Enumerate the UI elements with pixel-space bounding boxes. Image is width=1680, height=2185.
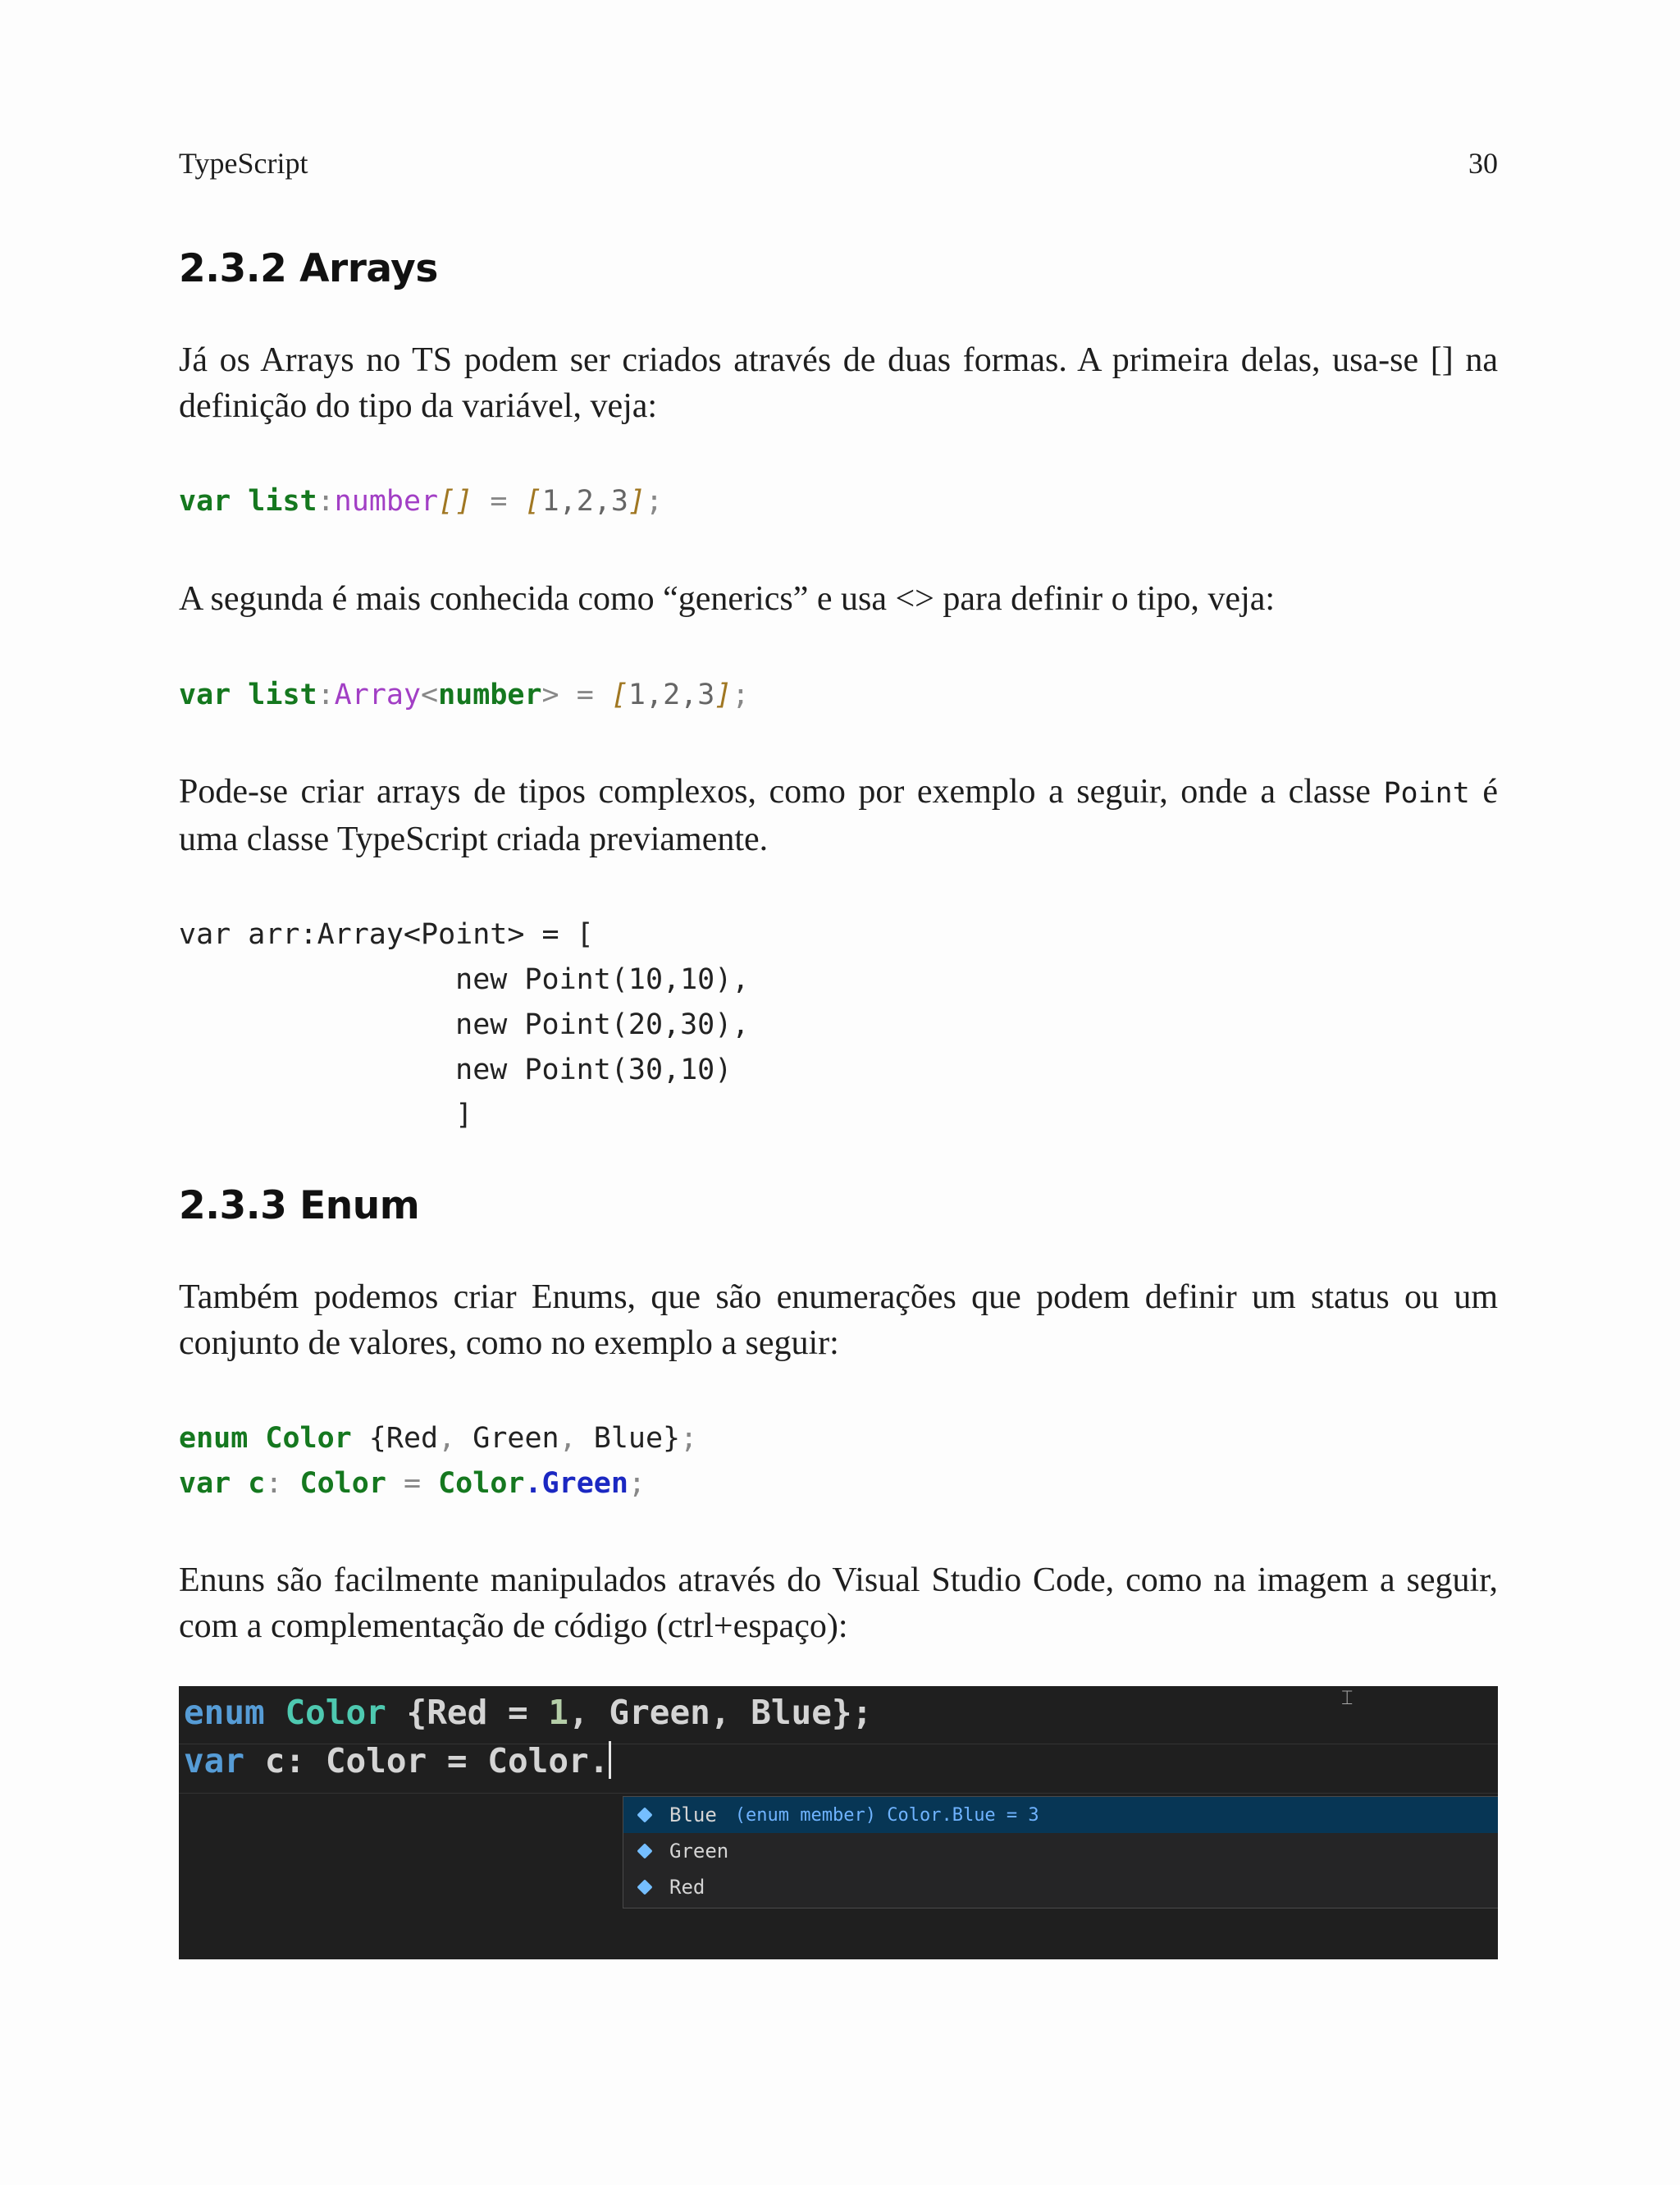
suggestion-label: Blue bbox=[669, 1803, 717, 1826]
code-token: {Red bbox=[351, 1422, 439, 1455]
vscode-screenshot bbox=[179, 1686, 1498, 1959]
code-token: var bbox=[184, 1741, 245, 1780]
code-token: ; bbox=[680, 1422, 698, 1455]
code-token: : bbox=[265, 1467, 283, 1500]
code-array-brackets bbox=[179, 479, 663, 524]
code-line bbox=[179, 1416, 697, 1461]
code-token: Array bbox=[334, 679, 422, 711]
paragraph-arrays-intro: Já os Arrays no TS podem ser criados através de duas formas. A primeira delas, usa-se [] na definição do tipo da variável, veja: bbox=[179, 341, 1498, 425]
code-token: Color bbox=[325, 1741, 427, 1780]
page-number: 30 bbox=[1468, 147, 1498, 180]
code-token: ] bbox=[714, 679, 733, 711]
code-token: ; bbox=[628, 1467, 646, 1500]
code-line: new Point(20,30), bbox=[179, 1008, 750, 1041]
code-token: 1 bbox=[548, 1693, 569, 1732]
code-token: {Red = bbox=[386, 1693, 549, 1732]
enum-member-icon bbox=[637, 1843, 653, 1859]
ibeam-cursor-icon: ⌶ bbox=[1341, 1686, 1354, 1709]
code-token: [ bbox=[610, 679, 628, 711]
suggestion-item-green[interactable] bbox=[623, 1833, 1498, 1869]
suggestion-item-blue[interactable] bbox=[623, 1797, 1498, 1833]
suggestion-detail: (enum member) Color.Blue = 3 bbox=[734, 1804, 1039, 1826]
paragraph-complex-types bbox=[179, 769, 1498, 862]
editor-line-2[interactable] bbox=[184, 1741, 611, 1780]
code-token: = bbox=[559, 679, 611, 711]
code-token: = bbox=[386, 1467, 439, 1500]
code-token: = bbox=[427, 1741, 488, 1780]
code-token: > bbox=[541, 679, 559, 711]
header-title: TypeScript bbox=[179, 147, 308, 180]
code-token: Color bbox=[265, 1422, 352, 1455]
code-token: var bbox=[179, 1467, 231, 1500]
text-cursor bbox=[609, 1741, 611, 1779]
code-point-array bbox=[179, 912, 749, 1138]
paragraph-vscode: Enuns são facilmente manipulados através do Visual Studio Code, como na imagem a seguir, com a complementação de código (ctrl+espaço): bbox=[179, 1561, 1498, 1645]
code-line bbox=[179, 1461, 697, 1506]
code-token: 1,2,3 bbox=[541, 485, 628, 518]
suggestion-item-red[interactable] bbox=[623, 1869, 1498, 1905]
code-token: c: bbox=[244, 1741, 326, 1780]
suggestion-label: Green bbox=[669, 1840, 729, 1863]
code-token: = bbox=[472, 485, 525, 518]
code-token: number bbox=[438, 679, 542, 711]
heading-arrays: 2.3.2 Arrays bbox=[179, 246, 438, 291]
code-token: [] bbox=[438, 485, 473, 518]
code-token: ] bbox=[628, 485, 646, 518]
suggestion-widget[interactable] bbox=[623, 1796, 1498, 1908]
code-token: , bbox=[438, 1422, 456, 1455]
code-token: ; bbox=[732, 679, 750, 711]
line-separator bbox=[179, 1793, 1498, 1794]
code-token: list bbox=[248, 485, 317, 518]
enum-member-icon bbox=[637, 1879, 653, 1895]
enum-member-icon bbox=[637, 1807, 653, 1823]
code-token: Green bbox=[541, 1467, 628, 1500]
code-token: : bbox=[317, 679, 335, 711]
inline-code: Point bbox=[1383, 777, 1470, 810]
code-token: Blue} bbox=[576, 1422, 681, 1455]
code-token: : bbox=[317, 485, 335, 518]
code-token: var bbox=[179, 485, 231, 518]
code-token: 1,2,3 bbox=[628, 679, 715, 711]
code-token: ; bbox=[646, 485, 664, 518]
paragraph-generics: A segunda é mais conhecida como “generics” e usa <> para definir o tipo, veja: bbox=[179, 580, 1276, 618]
code-array-generics bbox=[179, 673, 749, 718]
code-line: var arr:Array<Point> = [ bbox=[179, 918, 594, 951]
running-header bbox=[179, 146, 1498, 181]
code-token: var bbox=[179, 679, 231, 711]
suggestion-label: Red bbox=[669, 1876, 705, 1899]
paragraph-enum-intro: Também podemos criar Enums, que são enumerações que podem definir um status ou um conjunto de valores, como no exemplo a seguir: bbox=[179, 1278, 1498, 1362]
code-token: , bbox=[559, 1422, 577, 1455]
code-token: , Green, Blue}; bbox=[568, 1693, 873, 1732]
code-token: Color bbox=[285, 1693, 386, 1732]
code-token: Color. bbox=[487, 1741, 609, 1780]
code-token: number bbox=[334, 485, 439, 518]
code-line: ] bbox=[179, 1099, 473, 1131]
code-token: [ bbox=[524, 485, 542, 518]
code-token: . bbox=[524, 1467, 542, 1500]
heading-enum: 2.3.3 Enum bbox=[179, 1183, 420, 1228]
code-token: enum bbox=[179, 1422, 249, 1455]
code-token: c bbox=[248, 1467, 266, 1500]
code-line: new Point(10,10), bbox=[179, 963, 750, 996]
code-token: Color bbox=[438, 1467, 525, 1500]
code-line: new Point(30,10) bbox=[179, 1054, 733, 1086]
text-run: Pode-se criar arrays de tipos complexos, como por exemplo a seguir, onde a classe bbox=[179, 773, 1384, 811]
code-token: < bbox=[421, 679, 439, 711]
editor-line-1 bbox=[184, 1693, 872, 1732]
code-token: Color bbox=[299, 1467, 386, 1500]
code-token: list bbox=[248, 679, 317, 711]
code-enum bbox=[179, 1416, 697, 1506]
code-token: enum bbox=[184, 1693, 265, 1732]
text-run: é uma classe TypeScript criada previamente. bbox=[179, 773, 1498, 858]
error-squiggle bbox=[779, 1786, 797, 1790]
code-token: Green bbox=[455, 1422, 559, 1455]
